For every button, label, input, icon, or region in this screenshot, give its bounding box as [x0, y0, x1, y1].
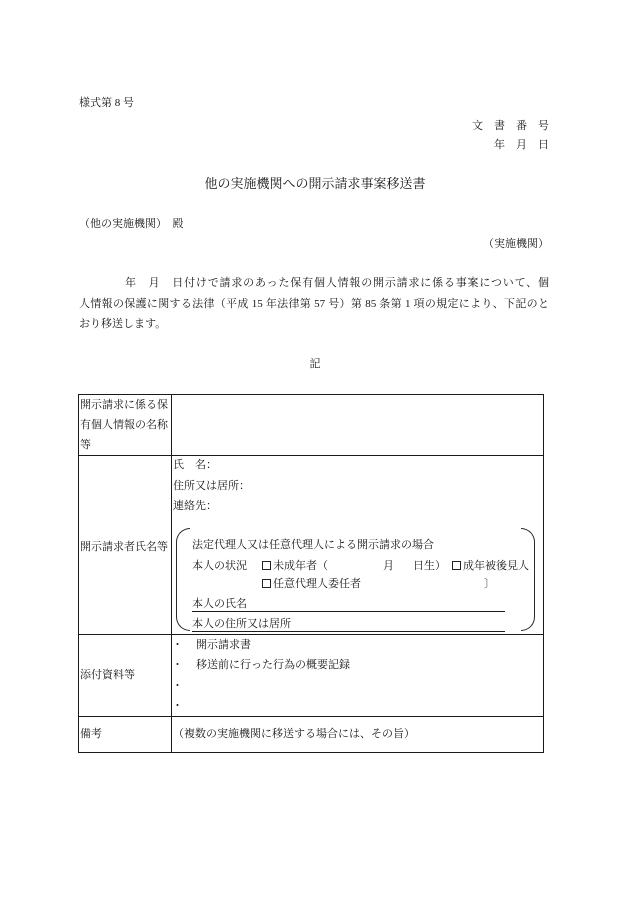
proxy-option-label: 任意代理人委任者: [273, 578, 361, 590]
bullet: ・: [172, 680, 183, 692]
table-row-attachments: [79, 634, 543, 716]
body-line: おり移送します。: [79, 318, 167, 330]
remarks-value-cell: [172, 717, 543, 752]
attachments-value: [172, 635, 543, 716]
addressee: （他の実施機関） 殿: [79, 218, 184, 230]
info-name-value: [172, 395, 543, 455]
contact-field-label: 連絡先：: [173, 500, 217, 512]
requester-value: [172, 456, 543, 634]
bullet: ・: [172, 700, 183, 712]
table-row-remarks: [79, 716, 543, 752]
bullet: ・: [172, 659, 183, 671]
attachment-item: 開示請求書: [196, 639, 251, 651]
birth-day-label: 日生）: [413, 560, 446, 572]
principal-address-label: 本人の住所又は居所: [192, 617, 505, 632]
remarks-label: 備考: [80, 728, 102, 740]
note-heading: 記: [309, 358, 321, 370]
sender-institution: （実施機関）: [483, 238, 549, 250]
body-line: 年 月 日付けで請求のあった保有個人情報の開示請求に係る事案について、個: [125, 277, 549, 289]
address-field-label: 住所又は居所：: [173, 480, 250, 492]
checkbox-icon: [262, 579, 271, 588]
attachment-item: 移送前に行った行為の概要記録: [196, 659, 350, 671]
table-row-info-name: [79, 395, 543, 455]
name-field-label: 氏 名：: [173, 459, 217, 471]
form-number: 様式第 8 号: [79, 97, 134, 109]
body-paragraph: [79, 273, 549, 335]
body-line: 人情報の保護に関する法律（平成 15 年法律第 57 号）第 85 条第 1 項の規定により、下記のと: [79, 297, 549, 310]
bullet: ・: [172, 639, 183, 651]
agent-box-title: 法定代理人又は任意代理人による開示請求の場合: [192, 539, 434, 551]
birth-month-label: 月: [383, 560, 394, 572]
info-name-label: 開示請求に係る保有個人情報の名称等: [80, 399, 168, 451]
principal-name-label: 本人の氏名: [192, 597, 505, 612]
attachments-label: 添付資料等: [80, 669, 135, 681]
document-number-label: 文 書 番 号: [472, 120, 549, 132]
adult-ward-option-label: 成年被後見人: [463, 560, 529, 572]
document-title: 他の実施機関への開示請求事案移送書: [204, 176, 426, 191]
proxy-close-bracket: 〕: [484, 578, 495, 590]
transfer-details-table: [78, 394, 544, 753]
date-label: 年 月 日: [494, 139, 549, 151]
checkbox-icon: [262, 561, 271, 570]
bracket-left: [176, 528, 190, 631]
requester-label: 開示請求者氏名等: [80, 541, 168, 553]
principal-status-label: 本人の状況: [192, 560, 247, 572]
minor-option-label: 未成年者（: [273, 560, 328, 572]
table-row-requester: [79, 455, 543, 634]
remarks-value: （複数の実施機関に移送する場合には、その旨）: [173, 728, 415, 740]
checkbox-icon: [452, 561, 461, 570]
bracket-right: [521, 528, 535, 631]
